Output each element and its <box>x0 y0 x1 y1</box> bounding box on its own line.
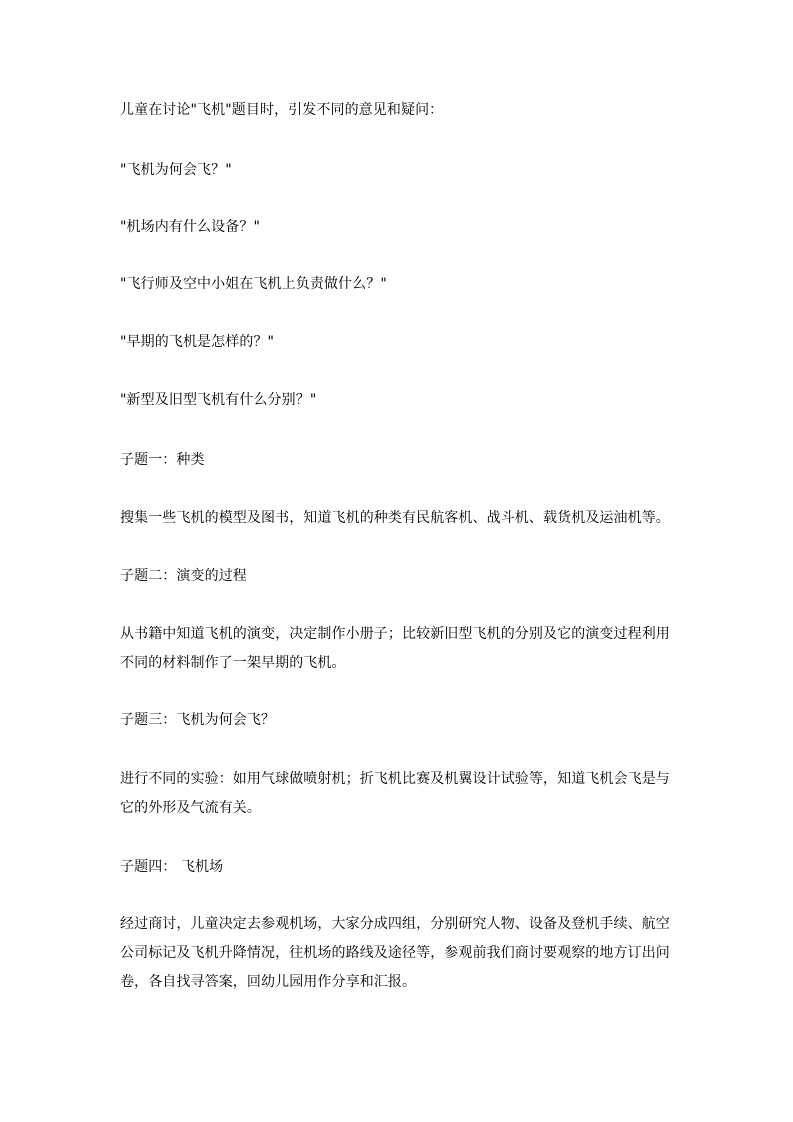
subtopic-4-body: 经过商讨，儿童决定去参观机场，大家分成四组，分别研究人物、设备及登机手续、航空公司标记及飞机升降情况，往机场的路线及途径等，参观前我们商讨要观察的地方订出问卷，各自找寻答案，回幼儿园用作分享和汇报。 <box>120 916 670 990</box>
subtopic-4-heading: 子题四： 飞机场 <box>120 859 224 875</box>
intro-paragraph: 儿童在讨论"飞机"题目时，引发不同的意见和疑问： <box>120 102 444 118</box>
subtopic-2-heading: 子题二：演变的过程 <box>120 568 247 584</box>
question-why-fly: "飞机为何会飞？" <box>120 162 232 178</box>
subtopic-3-heading: 子题三：飞机为何会飞？ <box>120 712 276 728</box>
question-airport-equipment: "机场内有什么设备？" <box>120 219 260 235</box>
subtopic-1-body: 搜集一些飞机的模型及图书，知道飞机的种类有民航客机、战斗机、载货机及运油机等。 <box>120 510 670 526</box>
subtopic-3-body: 进行不同的实验：如用气球做喷射机；折飞机比赛及机翼设计试验等，知道飞机会飞是与它的外形及气流有关。 <box>120 771 670 816</box>
question-new-vs-old: "新型及旧型飞机有什么分别？" <box>120 392 317 408</box>
subtopic-2-body: 从书籍中知道飞机的演变，决定制作小册子；比较新旧型飞机的分别及它的演变过程利用不同的材料制作了一架早期的飞机。 <box>120 626 670 671</box>
subtopic-1-heading: 子题一：种类 <box>120 452 205 468</box>
question-early-planes: "早期的飞机是怎样的？" <box>120 334 275 350</box>
question-crew-duties: "飞行师及空中小姐在飞机上负责做什么？" <box>120 276 387 292</box>
